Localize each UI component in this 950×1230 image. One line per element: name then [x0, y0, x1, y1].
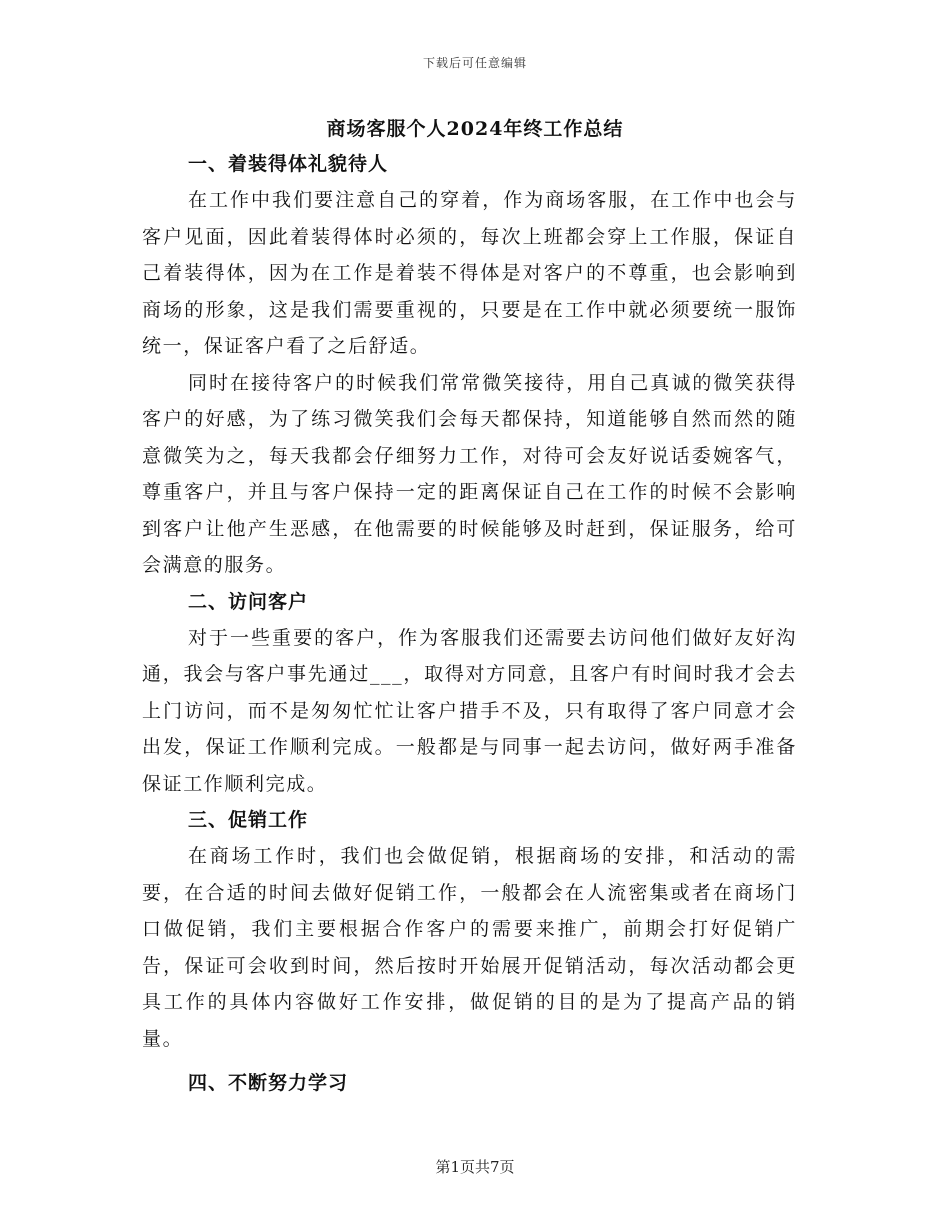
section-heading: 一、着装得体礼貌待人	[188, 153, 389, 175]
paragraph: 对于一些重要的客户，作为客服我们还需要去访问他们做好友好沟通，我会与客户事先通过___，取得对方同意，且客户有时间时我才会去上门访问，而不是匆匆忙忙让客户措手不及，只有取得了客户同意才会出发，保证工作顺利完成。一般都是与同事一起去访问，做好两手准备保证工作顺利完成。	[142, 626, 797, 795]
section-heading: 三、促销工作	[188, 809, 309, 831]
section-heading: 二、访问客户	[188, 590, 309, 613]
header-note: 下载后可任意编辑	[422, 56, 527, 70]
page-footer: 第1页共7页	[435, 1158, 515, 1176]
paragraph: 同时在接待客户的时候我们常常微笑接待，用自己真诚的微笑获得客户的好感，为了练习微笑我们会每天都保持，知道能够自然而然的随意微笑为之，每天我都会仔细努力工作，对待可会友好说话委婉客气，尊重客户，并且与客户保持一定的距离保证自己在工作的时候不会影响到客户让他产生恶感，在他需要的时候能够及时赶到，保证服务，给可会满意的服务。	[142, 371, 797, 576]
document-body	[142, 146, 797, 1101]
section-heading: 四、不断努力学习	[188, 1072, 349, 1094]
paragraph: 在商场工作时，我们也会做促销，根据商场的安排，和活动的需要，在合适的时间去做好促销工作，一般都会在人流密集或者在商场门口做促销，我们主要根据合作客户的需要来推广，前期会打好促销广告，保证可会收到时间，然后按时开始展开促销活动，每次活动都会更具工作的具体内容做好工作安排，做促销的目的是为了提高产品的销量。	[142, 845, 797, 1050]
document-title: 商场客服个人2024年终工作总结	[326, 118, 624, 140]
paragraph: 在工作中我们要注意自己的穿着，作为商场客服，在工作中也会与客户见面，因此着装得体时必须的，每次上班都会穿上工作服，保证自己着装得体，因为在工作是着装不得体是对客户的不尊重，也会影响到商场的形象，这是我们需要重视的，只要是在工作中就必须要统一服饰统一，保证客户看了之后舒适。	[142, 189, 797, 357]
